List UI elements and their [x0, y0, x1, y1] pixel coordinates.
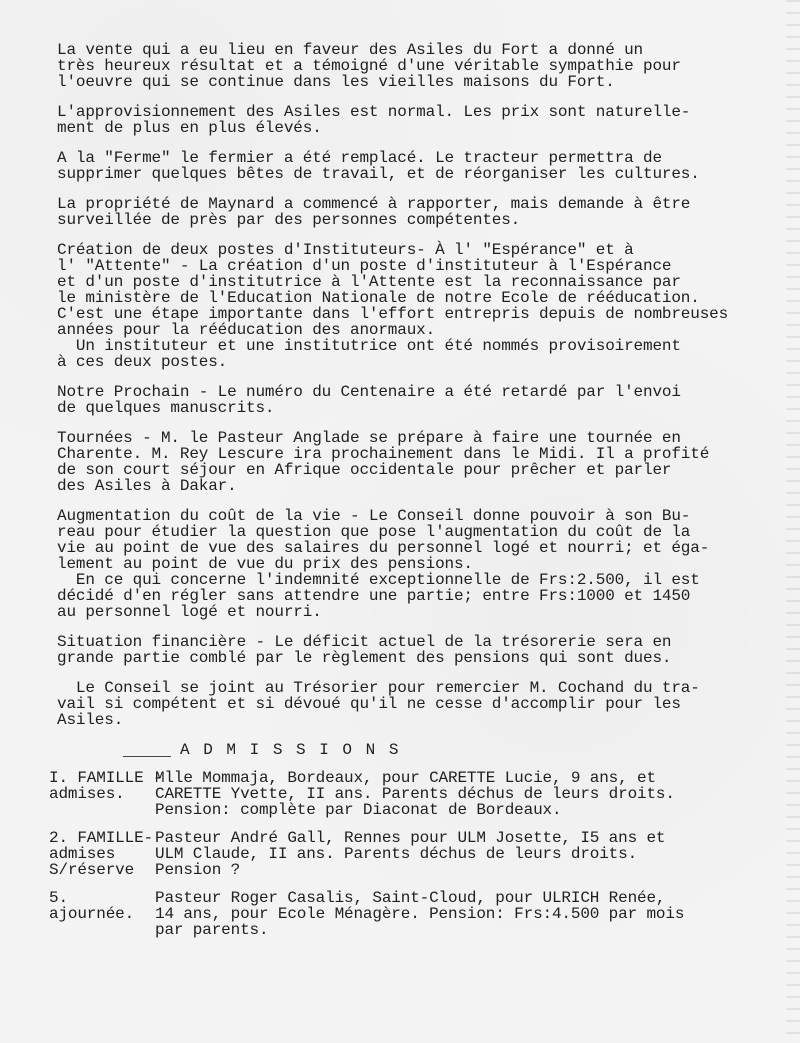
paragraph-remerciements: Le Conseil se joint au Trésorier pour remercier M. Cochand du tra- vail si compétent et si dévoué qu'il ne cesse d'accomplir pour les Asiles. — [57, 679, 700, 729]
paragraph-creation-postes: Création de deux postes d'Instituteurs- À l' "Espérance" et à l' "Attente" - La création d'un poste d'instituteur à l'Espérance et d'un poste d'institutrice à l'Attente est la reconnaissance par le ministère de l'Education Nationale de notre Ecole de rééducation. C'est une étape importante dans l'effort entrepris depuis de nombreuses années pour la rééducation des anormaux. Un instituteur et une institutrice ont été nommés provisoirement à ces deux postes. — [57, 241, 729, 371]
admission-entry — [49, 889, 778, 939]
paragraph-propriete: La propriété de Maynard a commencé à rapporter, mais demande à être surveillée de près par des personnes compétentes. — [57, 195, 691, 229]
paragraph-vente: La vente qui a eu lieu en faveur des Asiles du Fort a donné un très heureux résultat et a témoigné d'une véritable sympathie pour l'oeuvre qui se continue dans les vieilles maisons du Fort. — [57, 41, 681, 91]
admission-status: 2. FAMILLE- admises S/réserve — [49, 829, 153, 879]
admissions-heading: A D M I S S I O N S — [180, 742, 778, 758]
admission-details: Mlle Mommaja, Bordeaux, pour CARETTE Lucie, 9 ans, et CARETTE Yvette, II ans. Parents déchus de leurs droits. Pension: complète par Diaconat de Bordeaux. — [155, 769, 675, 819]
paragraph-tournees: Tournées - M. le Pasteur Anglade se prépare à faire une tournée en Charente. M. Rey Lescure ira prochainement dans le Midi. Il a profité de son court séjour en Afrique occidentale pour prêcher et parler des Asiles à Dakar. — [57, 429, 710, 495]
paragraph-approvisionnement: L'approvisionnement des Asiles est normal. Les prix sont naturelle- ment de plus en plus élevés. — [57, 103, 691, 137]
paragraph-notre-prochain: Notre Prochain - Le numéro du Centenaire a été retardé par l'envoi de quelques manuscrits. — [57, 383, 681, 417]
admission-entry — [49, 769, 778, 819]
admission-details: Pasteur Roger Casalis, Saint-Cloud, pour ULRICH Renée, 14 ans, pour Ecole Ménagère. Pension: Frs:4.500 par mois par parents. — [155, 889, 685, 939]
paragraph-situation-financiere: Situation financière - Le déficit actuel de la trésorerie sera en grande partie comblé par le règlement des pensions qui sont dues. — [57, 633, 672, 667]
paragraph-ferme: A la "Ferme" le fermier a été remplacé. Le tracteur permettra de supprimer quelques bêtes de travail, et de réorganiser les cultures. — [57, 149, 700, 183]
admission-status: I. FAMILLE - admises. — [49, 769, 163, 803]
admission-details: Pasteur André Gall, Rennes pour ULM Josette, I5 ans et ULM Claude, II ans. Parents déchus de leurs droits. Pension ? — [155, 829, 666, 879]
paragraph-augmentation: Augmentation du coût de la vie - Le Conseil donne pouvoir à son Bu- reau pour étudier la question que pose l'augmentation du coût de la vie au point de vue des salaires du personnel logé et nourri; et éga- lement au point de vue du prix des pensions. En ce qui concerne l'indemnité exceptionnelle de Frs:2.500, il est décidé d'en régler sans attendre une partie; entre Frs:1000 et 1450 au personnel logé et nourri. — [57, 507, 710, 621]
admission-status: 5. ajournée. — [49, 889, 135, 923]
admission-entry — [49, 829, 778, 879]
